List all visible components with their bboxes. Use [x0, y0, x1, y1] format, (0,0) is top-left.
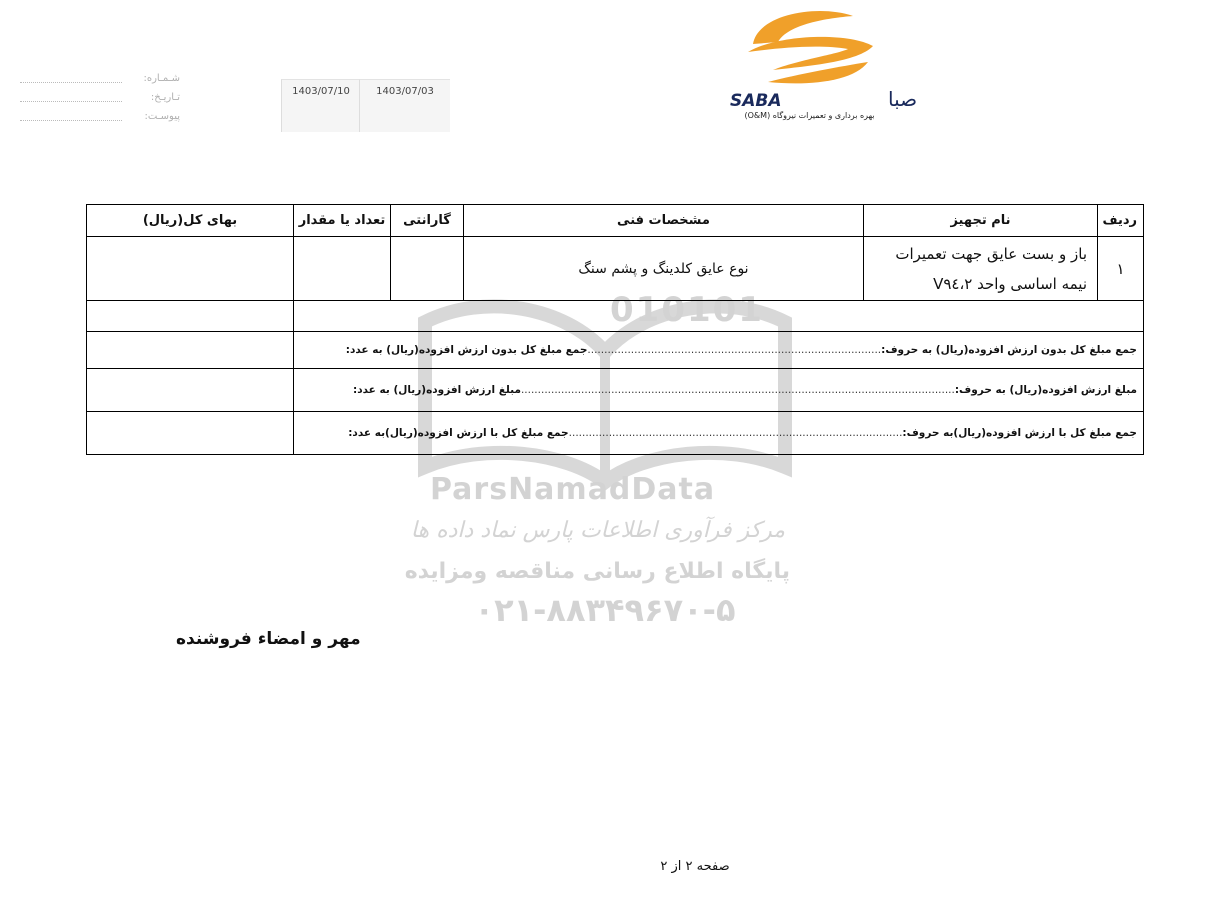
row-index: ۱	[1098, 237, 1144, 301]
date-value: 1403/07/03	[376, 86, 434, 97]
col-header-warranty: گارانتی	[391, 205, 464, 237]
quote-table	[86, 204, 1144, 455]
sum-label-cell: جمع مبلغ کل با ارزش افزوده(ریال)به حروف:....................................................................................................جمع مبلغ کل با ارزش افزوده(ریال)به عدد:	[294, 412, 1144, 455]
watermark-line2: پایگاه اطلاع رسانی مناقصه ومزایده	[404, 559, 790, 584]
attachment-label: پیوسـت:	[144, 111, 180, 122]
logo-tagline: بهره برداری و تعمیرات نیروگاه (O&M)	[744, 111, 875, 120]
table-row	[87, 237, 1144, 301]
quantity-cell[interactable]	[294, 237, 391, 301]
seller-signature-label: مهر و امضاء فروشنده	[176, 629, 361, 649]
sum-label-number: مبلغ ارزش افزوده(ریال) به عدد:	[353, 384, 521, 396]
date-label: تـاریـخ:	[150, 92, 180, 103]
date-field	[20, 92, 180, 106]
technical-spec: نوع عایق کلدینگ و پشم سنگ	[464, 237, 864, 301]
logo-latin-text: SABA	[730, 91, 782, 111]
sum-label-cell: مبلغ ارزش افزوده(ریال) به حروف:..................................................................................................................................مبلغ ارزش افزوده(ریال) به عدد:	[294, 369, 1144, 412]
watermark-brand: ParsNamadData	[430, 472, 716, 507]
equipment-name-line1: باز و بست عایق جهت تعمیرات	[895, 244, 1087, 263]
logo-swoosh-bottom	[768, 62, 868, 83]
watermark-line1: مرکز فرآوری اطلاعات پارس نماد داده ها	[410, 518, 785, 543]
watermark-digits: 010101	[610, 290, 764, 330]
equipment-name-line2: نیمه اساسی واحد ۲،V۹٤	[933, 274, 1087, 293]
logo-persian-text: صبا	[888, 87, 918, 111]
sum-row	[87, 369, 1144, 412]
date-box-right	[359, 79, 450, 132]
sum-label-words: جمع مبلغ کل بدون ارزش افزوده(ریال) به حروف:	[881, 344, 1137, 356]
equipment-name	[864, 237, 1098, 301]
sum-value-cell[interactable]	[87, 332, 294, 369]
sum-row	[87, 412, 1144, 455]
table-header-row	[87, 205, 1144, 237]
page-number: صفحه ۲ از ۲	[660, 859, 730, 874]
sum-label-words: جمع مبلغ کل با ارزش افزوده(ریال)به حروف:	[902, 427, 1137, 439]
total-price-cell[interactable]	[87, 237, 294, 301]
date-box-left	[281, 79, 360, 132]
col-header-total: بهای کل(ریال)	[87, 205, 294, 237]
sum-label-number: جمع مبلغ کل بدون ارزش افزوده(ریال) به عدد:	[345, 344, 588, 356]
col-header-qty: تعداد یا مقدار	[294, 205, 391, 237]
sum-row	[87, 332, 1144, 369]
spacer-value-cell[interactable]	[87, 301, 294, 332]
watermark-phone: ۰۲۱-۸۸۳۴۹۶۷۰-۵	[474, 591, 736, 629]
sum-label-words: مبلغ ارزش افزوده(ریال) به حروف:	[954, 384, 1137, 396]
col-header-name: نام تجهیز	[864, 205, 1098, 237]
sum-value-cell[interactable]	[87, 369, 294, 412]
spacer-cell	[294, 301, 1144, 332]
number-label: شـمـاره:	[143, 73, 180, 84]
attachment-field	[20, 111, 180, 125]
warranty-cell[interactable]	[391, 237, 464, 301]
saba-logo	[728, 4, 918, 124]
number-field	[20, 73, 180, 87]
sum-value-cell[interactable]	[87, 412, 294, 455]
spacer-row	[87, 301, 1144, 332]
col-header-spec: مشخصات فنی	[464, 205, 864, 237]
date-value: 1403/07/10	[292, 86, 350, 97]
sum-label-cell: جمع مبلغ کل بدون ارزش افزوده(ریال) به حروف:........................................................................................جمع مبلغ کل بدون ارزش افزوده(ریال) به عدد:	[294, 332, 1144, 369]
sum-label-number: جمع مبلغ کل با ارزش افزوده(ریال)به عدد:	[348, 427, 569, 439]
col-header-row: ردیف	[1098, 205, 1144, 237]
